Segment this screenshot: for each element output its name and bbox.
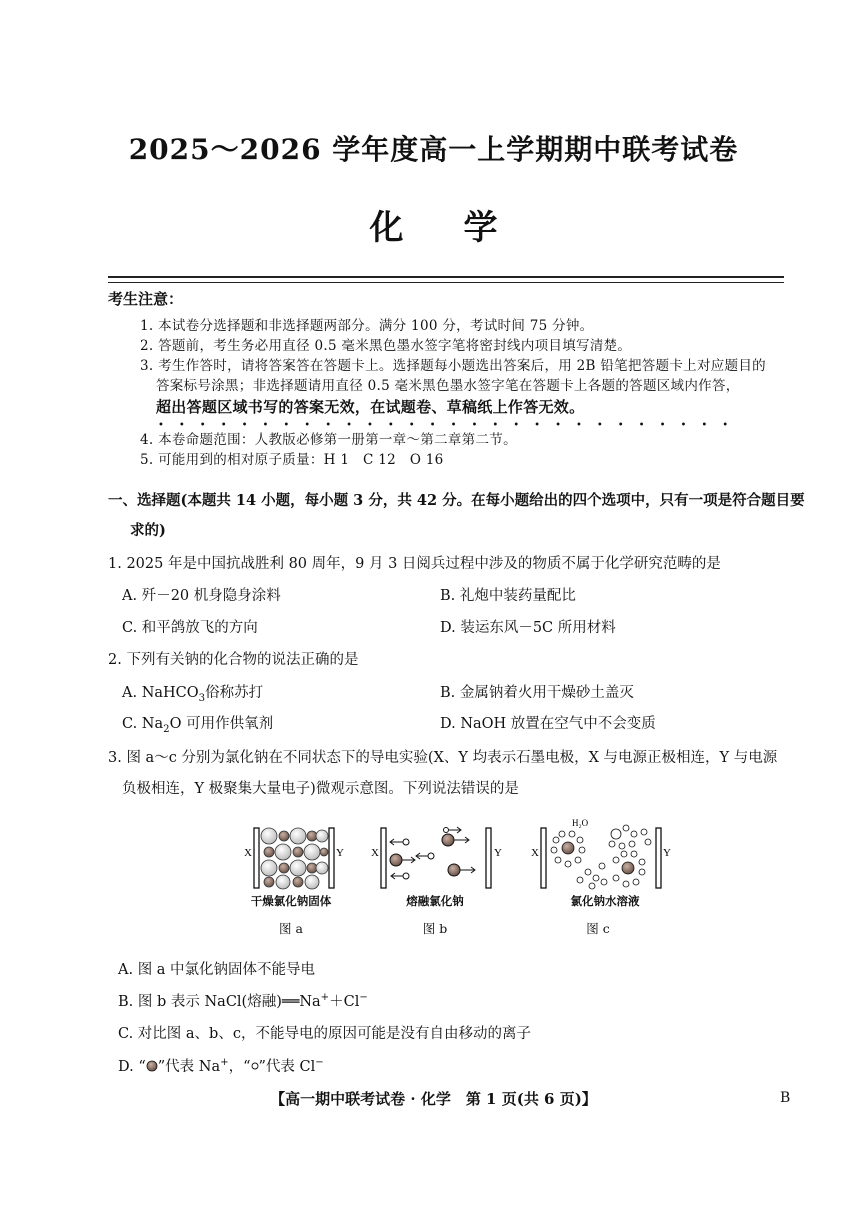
figure-label-c: 图 c [586, 921, 610, 936]
label-x-c: X [531, 847, 539, 859]
electrode-y-c [656, 828, 661, 888]
label-x-b: X [371, 847, 379, 859]
exam-title: 2025～2026 学年度高一上学期期中联考试卷 [128, 133, 739, 166]
sodium-ion-icon [146, 1060, 158, 1072]
q2-option-a-text: A. NaHCO [122, 685, 199, 701]
q3-option-d-text-4: ”代表 Cl [258, 1059, 316, 1075]
q2-option-b: B. 金属钠着火用干燥砂土盖灭 [440, 685, 634, 701]
figure-label-a: 图 a [279, 921, 303, 936]
label-y-b: Y [494, 847, 502, 859]
section-heading-cont: 求的) [130, 522, 166, 539]
notice-item-2: 2. 答题前，考生务必用直径 0.5 毫米黑色墨水签字笔将密封线内项目填写清楚。 [140, 338, 632, 354]
notice-item-3-emphasis: 超出答题区域书写的答案无效，在试题卷、草稿纸上作答无效。 [156, 398, 585, 416]
electrode-y-a [329, 828, 334, 888]
notice-item-3: 3. 考生作答时，请将答案答在答题卡上。选择题每小题选出答案后，用 2B 铅笔把答题卡上对应题目的 [140, 358, 766, 374]
q2-option-c [122, 712, 273, 735]
q3-option-d-text-3: ，“ [228, 1059, 251, 1075]
label-y-a: Y [336, 847, 344, 859]
subject-title: 化学 [369, 208, 558, 248]
q2-option-a [122, 681, 263, 704]
q2-option-a-text-2: 俗称苏打 [205, 685, 264, 701]
question-1-stem: 1. 2025 年是中国抗战胜利 80 周年，9 月 3 日阅兵过程中涉及的物质不属于化学研究范畴的是 [108, 556, 721, 572]
q1-option-a: A. 歼－20 机身隐身涂料 [122, 588, 281, 604]
q3-option-a: A. 图 a 中氯化钠固体不能导电 [118, 962, 316, 978]
caption-b: 熔融氯化钠 [406, 894, 464, 908]
q2-option-c-sub: 2 [163, 723, 170, 735]
figure-b-diagram [371, 827, 502, 888]
q2-option-a-sub: 3 [198, 692, 206, 704]
q3-option-b-sup: + [320, 992, 330, 1004]
section-heading: 一、选择题(本题共 14 小题，每小题 3 分，共 42 分。在每小题给出的四个选项中，只有一项是符合题目要 [108, 492, 805, 509]
caption-a: 干燥氯化钠固体 [250, 894, 332, 908]
q2-option-c-text: C. Na [122, 716, 164, 732]
q1-option-d: D. 装运东风－5C 所用材料 [440, 620, 616, 636]
q2-option-c-text-2: O 可用作供氧剂 [169, 716, 274, 732]
q3-option-c: C. 对比图 a、b、c，不能导电的原因可能是没有自由移动的离子 [118, 1026, 531, 1042]
notice-item-3-cont: 答案标号涂黑；非选择题请用直径 0.5 毫米黑色墨水签字笔在答题卡上各题的答题区域内作答， [156, 378, 740, 394]
electrode-y-b [486, 828, 491, 888]
q3-option-d-sup: + [220, 1057, 229, 1069]
question-3-stem-cont: 负极相连，Y 极聚集大量电子)微观示意图。下列说法错误的是 [122, 781, 519, 797]
q3-option-d-text: D. “ [118, 1059, 146, 1075]
electrode-x-a [254, 828, 259, 888]
caption-c: 氯化钠水溶液 [570, 894, 640, 908]
notice-item-5: 5. 可能用到的相对原子质量：H 1 C 12 O 16 [140, 452, 444, 468]
q3-option-b-text: B. 图 b 表示 NaCl(熔融)══Na [118, 994, 321, 1010]
nacl-lattice [261, 828, 328, 889]
label-x-a: X [244, 847, 252, 859]
q3-option-b [118, 990, 368, 1011]
figure-a-diagram [244, 828, 344, 889]
electrode-x-c [541, 828, 546, 888]
label-y-c: Y [663, 847, 671, 859]
notice-heading: 考生注意： [108, 290, 184, 308]
q3-option-d-text-2: ”代表 Na [157, 1059, 221, 1075]
version-mark: B [780, 1090, 791, 1106]
water-label: H₂O [572, 818, 589, 828]
question-2-stem: 2. 下列有关钠的化合物的说法正确的是 [108, 652, 359, 668]
top-divider [108, 276, 784, 278]
q3-option-b-sup-2: − [359, 992, 368, 1004]
ion-arrows [390, 827, 475, 879]
page-footer: 【高一期中联考试卷 · 化学 第 1 页(共 6 页)】 [270, 1090, 597, 1108]
q3-option-b-text-2: ＋Cl [329, 994, 360, 1010]
q3-option-d-sup-2: − [315, 1057, 324, 1069]
notice-item-1: 1. 本试卷分选择题和非选择题两部分。满分 100 分，考试时间 75 分钟。 [140, 318, 594, 334]
hydrated-ions [551, 825, 651, 889]
q1-option-b: B. 礼炮中装药量配比 [440, 588, 576, 604]
figure-label-b: 图 b [422, 921, 448, 936]
figure-c-diagram [531, 818, 671, 889]
top-divider-thin [108, 282, 784, 283]
notice-item-4: 4. 本卷命题范围：人教版必修第一册第一章～第二章第二节。 [140, 432, 517, 448]
emphasis-dots: •••••••••••••••••••••••••••• [158, 420, 744, 431]
electrode-x-b [381, 828, 386, 888]
q3-option-d [118, 1055, 324, 1076]
question-3-stem: 3. 图 a～c 分别为氯化钠在不同状态下的导电实验(X、Y 均表示石墨电极，X 与电源正极相连，Y 与电源 [108, 750, 778, 766]
chloride-ion-icon [251, 1061, 259, 1071]
q2-option-d: D. NaOH 放置在空气中不会变质 [440, 716, 656, 732]
q1-option-c: C. 和平鸽放飞的方向 [122, 620, 258, 636]
